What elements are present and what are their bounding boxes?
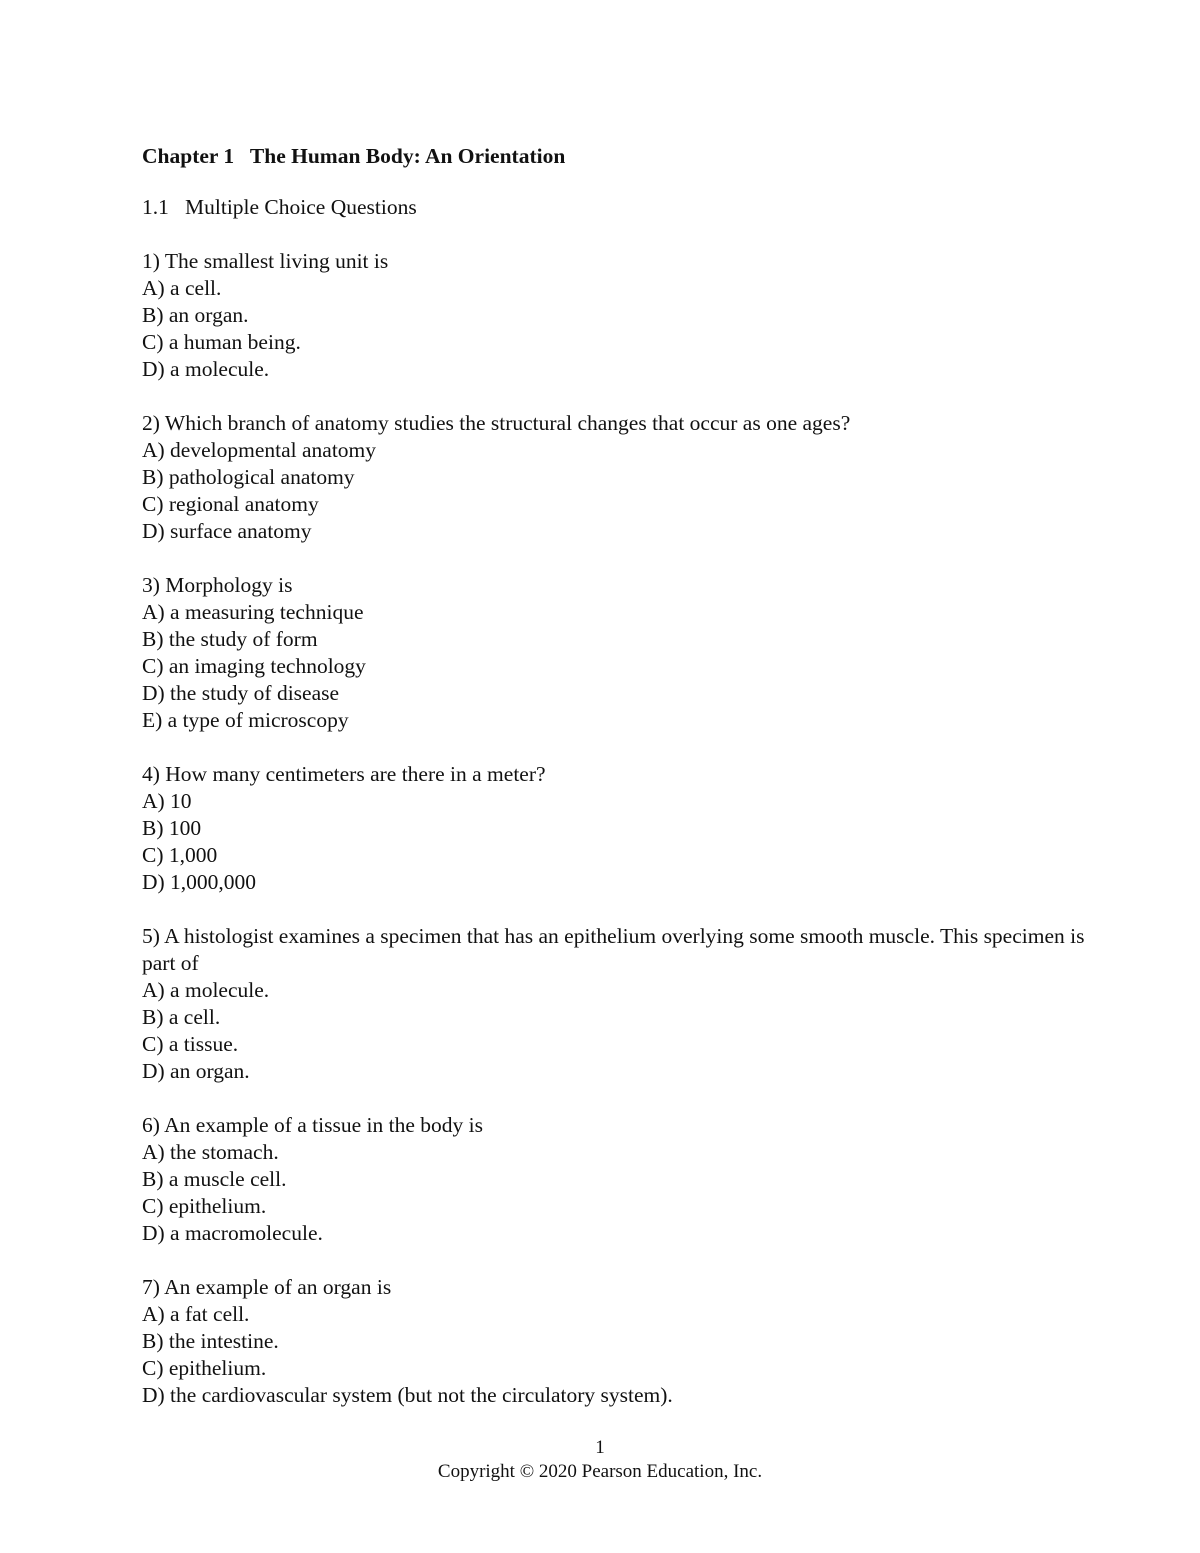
choice-d: D) a macromolecule. [142,1221,323,1245]
choice-d: D) surface anatomy [142,519,312,543]
choice-c: C) epithelium. [142,1194,267,1218]
choice-a: A) 10 [142,789,192,813]
page-number: 1 [595,1437,605,1458]
page-content [142,140,1102,1436]
question-text: 5) A histologist examines a specimen that has an epithelium overlying some smooth muscle. This specimen is part of [142,924,1085,975]
choice-c: C) regional anatomy [142,492,319,516]
choice-b: B) a cell. [142,1005,221,1029]
choice-a: A) a fat cell. [142,1302,250,1326]
choice-b: B) the intestine. [142,1329,279,1353]
question-2 [142,410,1102,545]
question-text: 3) Morphology is [142,573,293,597]
choice-a: A) a molecule. [142,978,270,1002]
choice-b: B) 100 [142,816,202,840]
choice-a: A) developmental anatomy [142,438,377,462]
question-1 [142,248,1102,383]
choice-a: A) a measuring technique [142,600,364,624]
choice-b: B) the study of form [142,627,318,651]
question-text: 1) The smallest living unit is [142,249,389,273]
choice-d: D) an organ. [142,1059,250,1083]
question-text: 2) Which branch of anatomy studies the structural changes that occur as one ages? [142,411,851,435]
choice-b: B) pathological anatomy [142,465,355,489]
choice-a: A) a cell. [142,276,222,300]
choice-d: D) a molecule. [142,357,270,381]
choice-d: D) the study of disease [142,681,340,705]
question-text: 4) How many centimeters are there in a meter? [142,762,546,786]
choice-d: D) 1,000,000 [142,870,257,894]
question-3 [142,572,1102,734]
choice-c: C) epithelium. [142,1356,267,1380]
copyright-notice: Copyright © 2020 Pearson Education, Inc. [437,1461,763,1482]
choice-d: D) the cardiovascular system (but not the circulatory system). [142,1383,673,1407]
question-5 [142,923,1102,1085]
choice-b: B) an organ. [142,303,249,327]
choice-e: E) a type of microscopy [142,708,349,732]
question-6 [142,1112,1102,1247]
choice-c: C) a human being. [142,330,301,354]
question-text: 7) An example of an organ is [142,1275,392,1299]
question-text: 6) An example of a tissue in the body is [142,1113,483,1137]
choice-c: C) an imaging technology [142,654,366,678]
question-4 [142,761,1102,896]
choice-a: A) the stomach. [142,1140,279,1164]
choice-b: B) a muscle cell. [142,1167,287,1191]
chapter-title: Chapter 1 The Human Body: An Orientation [142,144,566,168]
choice-c: C) a tissue. [142,1032,239,1056]
question-7 [142,1274,1102,1409]
section-title: 1.1 Multiple Choice Questions [142,195,417,219]
choice-c: C) 1,000 [142,843,218,867]
